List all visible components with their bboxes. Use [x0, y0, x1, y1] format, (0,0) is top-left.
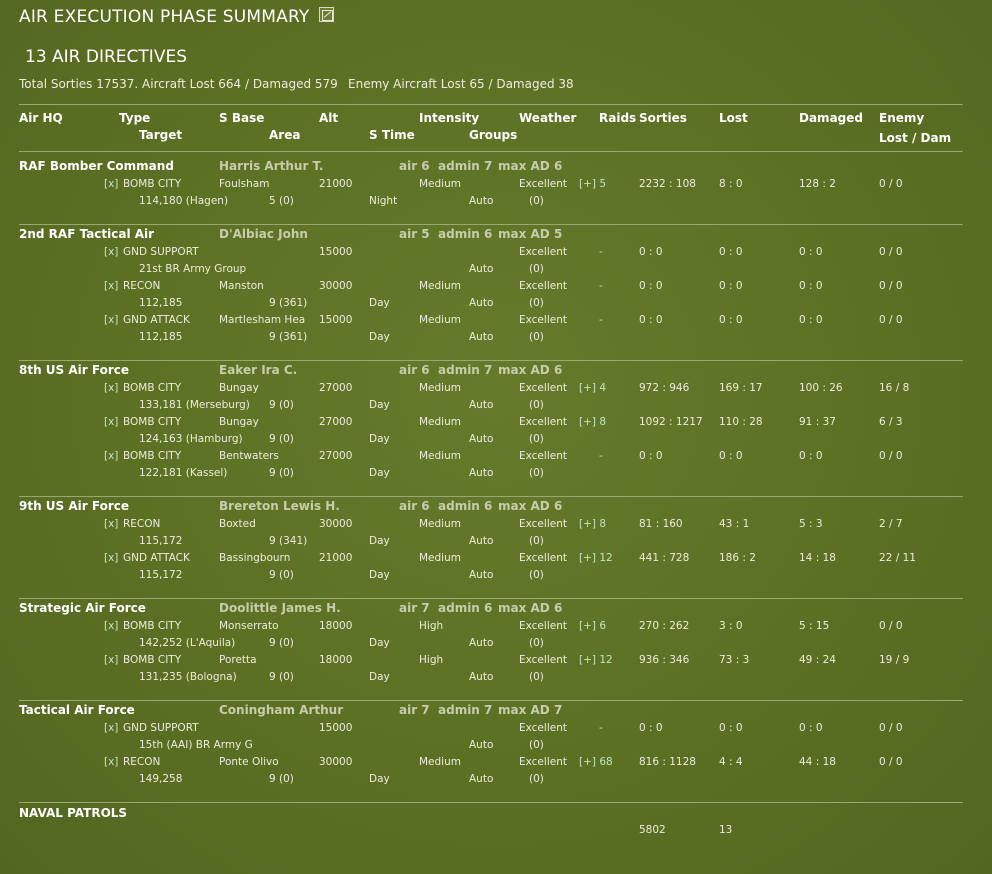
mission-groups-count: (0) — [529, 773, 544, 785]
hq-max-ad: max AD 6 — [498, 363, 563, 377]
mission-groups: Auto — [469, 433, 494, 445]
mission-base: Martlesham Hea — [219, 314, 306, 326]
mission-strike-time: Day — [369, 331, 390, 343]
mission-type: GND SUPPORT — [123, 722, 199, 734]
mission-raids-expand: - — [599, 722, 603, 734]
mission-intensity: High — [419, 620, 444, 632]
header-air-hq: Air HQ — [19, 111, 63, 125]
header-lost: Lost — [719, 111, 748, 125]
mission-lost: 4 : 4 — [719, 756, 743, 768]
mission-intensity: Medium — [419, 178, 461, 190]
mission-damaged: 0 : 0 — [799, 246, 823, 258]
mission-area: 9 (0) — [269, 433, 294, 445]
mission-groups: Auto — [469, 195, 494, 207]
mission-weather: Excellent — [519, 416, 567, 428]
mission-groups-count: (0) — [529, 467, 544, 479]
mission-sorties: 0 : 0 — [639, 314, 663, 326]
mission-enemy-lost-dam: 0 / 0 — [879, 178, 903, 190]
mission-raids-expand: - — [599, 314, 603, 326]
mission-type: BOMB CITY — [123, 178, 182, 190]
header-enemy-lost-dam: Lost / Dam — [879, 131, 952, 145]
hq-air-rating: air 6 — [399, 363, 430, 377]
divider — [19, 224, 963, 225]
mission-weather: Excellent — [519, 314, 567, 326]
mission-groups: Auto — [469, 569, 494, 581]
enemy-totals: Enemy Aircraft Lost 65 / Damaged 38 — [348, 77, 574, 91]
mission-weather: Excellent — [519, 756, 567, 768]
mission-type: BOMB CITY — [123, 620, 182, 632]
mission-raids-expand[interactable]: [+] 68 — [579, 756, 613, 768]
mission-sorties: 0 : 0 — [639, 722, 663, 734]
mission-enemy-lost-dam: 0 / 0 — [879, 314, 903, 326]
mission-sorties: 936 : 346 — [639, 654, 690, 666]
mission-altitude: 27000 — [319, 416, 353, 428]
mission-altitude: 18000 — [319, 654, 353, 666]
mission-weather: Excellent — [519, 620, 567, 632]
mission-altitude: 15000 — [319, 314, 353, 326]
mission-groups: Auto — [469, 671, 494, 683]
hq-name[interactable]: Strategic Air Force — [19, 601, 146, 615]
hq-commander[interactable]: Brereton Lewis H. — [219, 499, 340, 513]
mission-raids-expand: - — [599, 246, 603, 258]
hq-admin-rating: admin 7 — [438, 159, 493, 173]
mission-base: Manston — [219, 280, 264, 292]
mission-target: 124,163 (Hamburg) — [139, 433, 243, 445]
mission-raids-expand[interactable]: [+] 8 — [579, 416, 607, 428]
mission-strike-time: Night — [369, 195, 398, 207]
mission-lost: 0 : 0 — [719, 280, 743, 292]
mission-weather: Excellent — [519, 722, 567, 734]
mission-target: 21st BR Army Group — [139, 263, 247, 275]
divider — [19, 700, 963, 701]
mission-base: Foulsham — [219, 178, 270, 190]
divider — [19, 802, 963, 803]
divider — [19, 496, 963, 497]
export-icon[interactable] — [319, 7, 334, 22]
header-damaged: Damaged — [799, 111, 863, 125]
mission-base: Bungay — [219, 416, 259, 428]
mission-groups: Auto — [469, 535, 494, 547]
mission-strike-time: Day — [369, 433, 390, 445]
hq-name[interactable]: 9th US Air Force — [19, 499, 129, 513]
naval-sorties: 5802 — [639, 824, 666, 836]
mission-raids-expand[interactable]: [+] 4 — [579, 382, 607, 394]
header-groups: Groups — [469, 128, 518, 142]
mission-weather: Excellent — [519, 654, 567, 666]
mission-groups-count: (0) — [529, 433, 544, 445]
mission-intensity: Medium — [419, 382, 461, 394]
mission-weather: Excellent — [519, 280, 567, 292]
mission-groups: Auto — [469, 399, 494, 411]
mission-enemy-lost-dam: 6 / 3 — [879, 416, 903, 428]
mission-lost: 0 : 0 — [719, 314, 743, 326]
hq-commander[interactable]: Doolittle James H. — [219, 601, 341, 615]
mission-enemy-lost-dam: 0 / 0 — [879, 246, 903, 258]
mission-area: 9 (0) — [269, 637, 294, 649]
mission-area: 9 (361) — [269, 297, 308, 309]
header-sorties: Sorties — [639, 111, 687, 125]
mission-groups: Auto — [469, 263, 494, 275]
hq-admin-rating: admin 7 — [438, 703, 493, 717]
mission-lost: 186 : 2 — [719, 552, 756, 564]
mission-base: Bungay — [219, 382, 259, 394]
mission-raids-expand[interactable]: [+] 5 — [579, 178, 607, 190]
mission-strike-time: Day — [369, 467, 390, 479]
mission-toggle-checkbox[interactable]: [x] — [104, 450, 119, 462]
mission-damaged: 91 : 37 — [799, 416, 836, 428]
mission-raids-expand[interactable]: [+] 12 — [579, 552, 613, 564]
mission-lost: 169 : 17 — [719, 382, 763, 394]
hq-admin-rating: admin 6 — [438, 601, 493, 615]
mission-target: 114,180 (Hagen) — [139, 195, 229, 207]
directives-count: 13 AIR DIRECTIVES — [25, 47, 187, 67]
hq-commander[interactable]: Coningham Arthur — [219, 703, 344, 717]
mission-intensity: Medium — [419, 756, 461, 768]
hq-air-rating: air 6 — [399, 159, 430, 173]
hq-name[interactable]: Tactical Air Force — [19, 703, 135, 717]
mission-target: 133,181 (Merseburg) — [139, 399, 250, 411]
hq-admin-rating: admin 6 — [438, 227, 493, 241]
mission-groups-count: (0) — [529, 399, 544, 411]
header-type: Type — [119, 111, 151, 125]
naval-patrols-label: NAVAL PATROLS — [19, 806, 128, 820]
hq-max-ad: max AD 6 — [498, 499, 563, 513]
mission-target: 115,172 — [139, 569, 183, 581]
mission-sorties: 1092 : 1217 — [639, 416, 703, 428]
mission-raids-expand: - — [599, 450, 603, 462]
mission-target: 122,181 (Kassel) — [139, 467, 228, 479]
mission-area: 9 (341) — [269, 535, 308, 547]
mission-type: BOMB CITY — [123, 450, 182, 462]
mission-type: RECON — [123, 518, 161, 530]
mission-strike-time: Day — [369, 569, 390, 581]
mission-sorties: 2232 : 108 — [639, 178, 696, 190]
mission-weather: Excellent — [519, 552, 567, 564]
mission-damaged: 128 : 2 — [799, 178, 836, 190]
hq-admin-rating: admin 6 — [438, 499, 493, 513]
mission-weather: Excellent — [519, 450, 567, 462]
mission-area: 9 (0) — [269, 467, 294, 479]
mission-altitude: 30000 — [319, 756, 353, 768]
mission-raids-expand[interactable]: [+] 6 — [579, 620, 607, 632]
mission-altitude: 18000 — [319, 620, 353, 632]
mission-toggle-checkbox[interactable]: [x] — [104, 552, 119, 564]
mission-target: 149,258 — [139, 773, 183, 785]
mission-intensity: Medium — [419, 518, 461, 530]
mission-strike-time: Day — [369, 297, 390, 309]
mission-target: 112,185 — [139, 331, 183, 343]
mission-weather: Excellent — [519, 178, 567, 190]
mission-weather: Excellent — [519, 518, 567, 530]
divider — [19, 598, 963, 599]
mission-sorties: 0 : 0 — [639, 246, 663, 258]
header-intensity: Intensity — [419, 111, 480, 125]
mission-lost: 0 : 0 — [719, 450, 743, 462]
mission-type: BOMB CITY — [123, 654, 182, 666]
mission-base: Poretta — [219, 654, 257, 666]
mission-intensity: High — [419, 654, 444, 666]
hq-max-ad: max AD 6 — [498, 601, 563, 615]
mission-enemy-lost-dam: 16 / 8 — [879, 382, 910, 394]
hq-max-ad: max AD 7 — [498, 703, 563, 717]
mission-sorties: 972 : 946 — [639, 382, 690, 394]
mission-weather: Excellent — [519, 382, 567, 394]
mission-groups: Auto — [469, 297, 494, 309]
mission-intensity: Medium — [419, 450, 461, 462]
mission-lost: 8 : 0 — [719, 178, 743, 190]
mission-type: RECON — [123, 756, 161, 768]
mission-groups: Auto — [469, 331, 494, 343]
mission-toggle-checkbox[interactable]: [x] — [104, 314, 119, 326]
mission-type: BOMB CITY — [123, 382, 182, 394]
mission-toggle-checkbox[interactable]: [x] — [104, 178, 119, 190]
mission-target: 115,172 — [139, 535, 183, 547]
mission-raids-expand[interactable]: [+] 12 — [579, 654, 613, 666]
mission-type: GND SUPPORT — [123, 246, 199, 258]
page-title: AIR EXECUTION PHASE SUMMARY — [19, 7, 310, 27]
mission-base: Bassingbourn — [219, 552, 291, 564]
mission-raids-expand: - — [599, 280, 603, 292]
mission-groups-count: (0) — [529, 569, 544, 581]
mission-toggle-checkbox[interactable]: [x] — [104, 246, 119, 258]
header-alt: Alt — [319, 111, 339, 125]
mission-lost: 73 : 3 — [719, 654, 750, 666]
mission-intensity: Medium — [419, 314, 461, 326]
mission-groups-count: (0) — [529, 637, 544, 649]
mission-type: BOMB CITY — [123, 416, 182, 428]
mission-target: 112,185 — [139, 297, 183, 309]
mission-toggle-checkbox[interactable]: [x] — [104, 416, 119, 428]
mission-altitude: 30000 — [319, 518, 353, 530]
mission-sorties: 0 : 0 — [639, 450, 663, 462]
mission-base: Boxted — [219, 518, 256, 530]
header-raids: Raids — [599, 111, 637, 125]
hq-commander[interactable]: Eaker Ira C. — [219, 363, 298, 377]
mission-groups-count: (0) — [529, 671, 544, 683]
hq-air-rating: air 5 — [399, 227, 430, 241]
mission-toggle-checkbox[interactable]: [x] — [104, 518, 119, 530]
mission-sorties: 816 : 1128 — [639, 756, 696, 768]
hq-name[interactable]: 8th US Air Force — [19, 363, 129, 377]
mission-altitude: 27000 — [319, 450, 353, 462]
mission-area: 9 (0) — [269, 671, 294, 683]
mission-lost: 0 : 0 — [719, 722, 743, 734]
mission-lost: 110 : 28 — [719, 416, 763, 428]
own-totals: Total Sorties 17537. Aircraft Lost 664 / Damaged 579 — [19, 77, 338, 91]
mission-damaged: 14 : 18 — [799, 552, 836, 564]
mission-enemy-lost-dam: 0 / 0 — [879, 280, 903, 292]
mission-strike-time: Day — [369, 671, 390, 683]
mission-target: 142,252 (L'Aquila) — [139, 637, 236, 649]
mission-toggle-checkbox[interactable]: [x] — [104, 654, 119, 666]
mission-sorties: 81 : 160 — [639, 518, 683, 530]
divider — [19, 360, 963, 361]
mission-damaged: 0 : 0 — [799, 314, 823, 326]
mission-altitude: 30000 — [319, 280, 353, 292]
mission-damaged: 5 : 3 — [799, 518, 823, 530]
mission-lost: 0 : 0 — [719, 246, 743, 258]
mission-damaged: 0 : 0 — [799, 722, 823, 734]
mission-groups-count: (0) — [529, 331, 544, 343]
hq-max-ad: max AD 5 — [498, 227, 563, 241]
header-s-time: S Time — [369, 128, 415, 142]
mission-area: 9 (0) — [269, 569, 294, 581]
hq-name[interactable]: RAF Bomber Command — [19, 159, 174, 173]
mission-intensity: Medium — [419, 280, 461, 292]
mission-target: 131,235 (Bologna) — [139, 671, 237, 683]
divider — [19, 104, 963, 105]
mission-sorties: 0 : 0 — [639, 280, 663, 292]
mission-area: 9 (0) — [269, 773, 294, 785]
mission-toggle-checkbox[interactable]: [x] — [104, 756, 119, 768]
hq-commander[interactable]: Harris Arthur T. — [219, 159, 324, 173]
mission-enemy-lost-dam: 0 / 0 — [879, 722, 903, 734]
mission-altitude: 21000 — [319, 552, 353, 564]
hq-name[interactable]: 2nd RAF Tactical Air — [19, 227, 155, 241]
mission-groups-count: (0) — [529, 263, 544, 275]
mission-enemy-lost-dam: 0 / 0 — [879, 450, 903, 462]
hq-air-rating: air 6 — [399, 499, 430, 513]
mission-damaged: 49 : 24 — [799, 654, 836, 666]
mission-toggle-checkbox[interactable]: [x] — [104, 382, 119, 394]
mission-area: 9 (361) — [269, 331, 308, 343]
header-enemy: Enemy — [879, 111, 925, 125]
mission-strike-time: Day — [369, 773, 390, 785]
mission-altitude: 21000 — [319, 178, 353, 190]
mission-lost: 43 : 1 — [719, 518, 750, 530]
mission-area: 5 (0) — [269, 195, 294, 207]
mission-toggle-checkbox[interactable]: [x] — [104, 280, 119, 292]
mission-base: Monserrato — [219, 620, 279, 632]
mission-intensity: Medium — [419, 552, 461, 564]
hq-air-rating: air 7 — [399, 703, 430, 717]
mission-damaged: 44 : 18 — [799, 756, 836, 768]
mission-enemy-lost-dam: 2 / 7 — [879, 518, 903, 530]
mission-strike-time: Day — [369, 399, 390, 411]
mission-strike-time: Day — [369, 535, 390, 547]
mission-raids-expand[interactable]: [+] 8 — [579, 518, 607, 530]
mission-type: RECON — [123, 280, 161, 292]
mission-groups-count: (0) — [529, 195, 544, 207]
mission-altitude: 15000 — [319, 722, 353, 734]
mission-toggle-checkbox[interactable]: [x] — [104, 722, 119, 734]
header-target: Target — [139, 128, 183, 142]
mission-damaged: 5 : 15 — [799, 620, 830, 632]
mission-enemy-lost-dam: 22 / 11 — [879, 552, 916, 564]
mission-base: Ponte Olivo — [219, 756, 279, 768]
mission-intensity: Medium — [419, 416, 461, 428]
header-s-base: S Base — [219, 111, 265, 125]
mission-altitude: 15000 — [319, 246, 353, 258]
mission-type: GND ATTACK — [123, 552, 190, 564]
mission-type: GND ATTACK — [123, 314, 190, 326]
divider — [19, 151, 963, 152]
mission-lost: 3 : 0 — [719, 620, 743, 632]
mission-damaged: 0 : 0 — [799, 450, 823, 462]
mission-enemy-lost-dam: 19 / 9 — [879, 654, 910, 666]
mission-groups-count: (0) — [529, 535, 544, 547]
mission-sorties: 441 : 728 — [639, 552, 690, 564]
hq-air-rating: air 7 — [399, 601, 430, 615]
hq-commander[interactable]: D'Albiac John — [219, 227, 308, 241]
mission-groups: Auto — [469, 773, 494, 785]
naval-lost: 13 — [719, 824, 733, 836]
mission-damaged: 0 : 0 — [799, 280, 823, 292]
mission-altitude: 27000 — [319, 382, 353, 394]
mission-target: 15th (AAI) BR Army G — [139, 739, 253, 751]
header-weather: Weather — [519, 111, 577, 125]
mission-groups-count: (0) — [529, 297, 544, 309]
mission-damaged: 100 : 26 — [799, 382, 843, 394]
mission-base: Bentwaters — [219, 450, 279, 462]
mission-groups: Auto — [469, 467, 494, 479]
hq-max-ad: max AD 6 — [498, 159, 563, 173]
mission-groups: Auto — [469, 637, 494, 649]
mission-weather: Excellent — [519, 246, 567, 258]
mission-groups-count: (0) — [529, 739, 544, 751]
mission-strike-time: Day — [369, 637, 390, 649]
mission-sorties: 270 : 262 — [639, 620, 690, 632]
mission-area: 9 (0) — [269, 399, 294, 411]
mission-enemy-lost-dam: 0 / 0 — [879, 756, 903, 768]
mission-toggle-checkbox[interactable]: [x] — [104, 620, 119, 632]
header-area: Area — [269, 128, 301, 142]
hq-admin-rating: admin 7 — [438, 363, 493, 377]
mission-groups: Auto — [469, 739, 494, 751]
mission-enemy-lost-dam: 0 / 0 — [879, 620, 903, 632]
